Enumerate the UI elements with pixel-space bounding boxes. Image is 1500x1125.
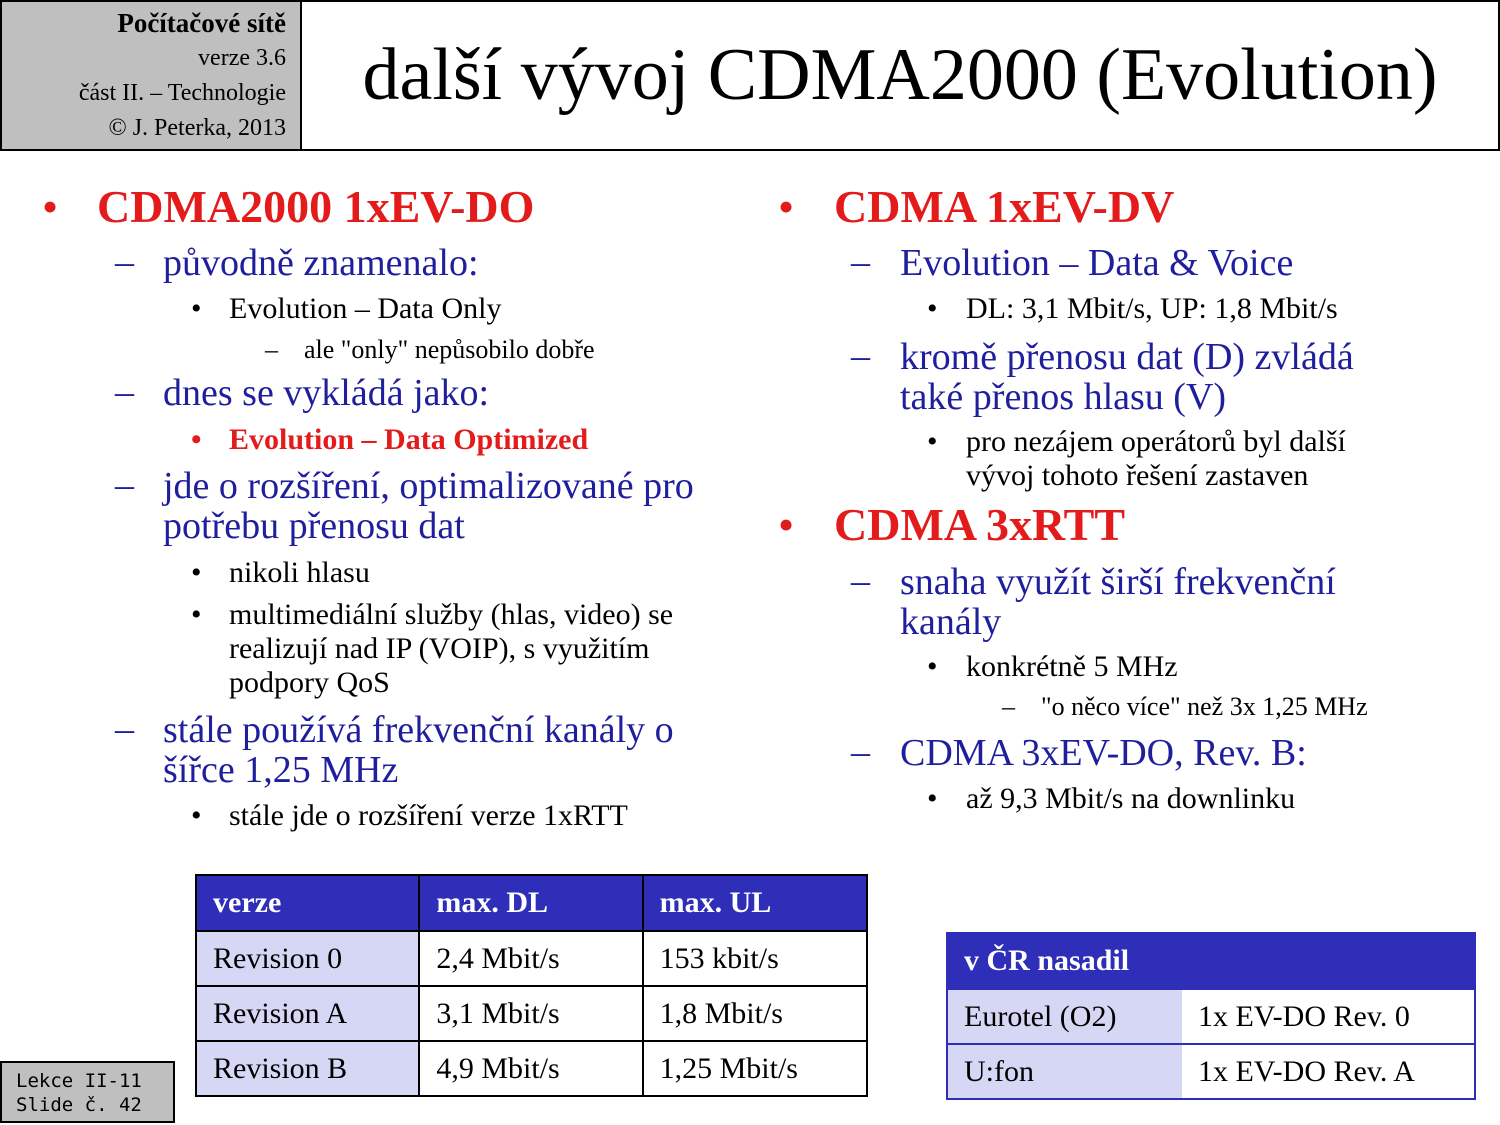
table-row <box>947 989 1475 1044</box>
left-item-2a: Evolution – Data Optimized <box>229 423 589 456</box>
dash-marker: – <box>265 335 278 364</box>
left-item-3b-line3: podpory QoS <box>229 666 390 699</box>
table-cell: Eurotel (O2) <box>947 989 1182 1044</box>
left-item-3b-line1: multimediální služby (hlas, video) se <box>229 598 674 631</box>
right-item-3-line1: snaha využít širší frekvenční <box>900 561 1336 603</box>
table-cell: 2,4 Mbit/s <box>419 931 642 986</box>
table-row <box>196 986 867 1041</box>
left-item-2: dnes se vykládá jako: <box>163 372 490 414</box>
course-info-box <box>2 2 302 149</box>
right-item-2-line1: kromě přenosu dat (D) zvládá <box>900 336 1354 378</box>
lecture-label: Lekce II-11 <box>16 1070 142 1092</box>
table-header-cell: max. UL <box>643 875 867 931</box>
right-item-3a: konkrétně 5 MHz <box>966 650 1178 683</box>
right-item-4a: až 9,3 Mbit/s na downlinku <box>966 782 1296 815</box>
left-item-3b-line2: realizují nad IP (VOIP), s využitím <box>229 632 650 665</box>
table-cell: 1x EV-DO Rev. 0 <box>1182 989 1475 1044</box>
revision-table <box>195 874 868 1097</box>
table-cell: 1,8 Mbit/s <box>643 986 867 1041</box>
dash-marker: – <box>851 335 870 377</box>
part-label: část II. – Technologie <box>78 80 286 106</box>
dot-marker: • <box>927 650 938 683</box>
right-item-4: CDMA 3xEV-DO, Rev. B: <box>900 732 1307 774</box>
right-heading-2: CDMA 3xRTT <box>834 499 1126 550</box>
table-cell: 153 kbit/s <box>643 931 867 986</box>
left-item-4-line2: šířce 1,25 MHz <box>163 749 399 791</box>
table-header-cell: max. DL <box>419 875 642 931</box>
deployment-table <box>946 932 1476 1100</box>
table-cell: Revision A <box>196 986 419 1041</box>
left-item-4a: stále jde o rozšíření verze 1xRTT <box>229 799 628 832</box>
right-item-2a-line1: pro nezájem operátorů byl další <box>966 425 1346 458</box>
bullet-marker: • <box>42 181 59 232</box>
dot-marker: • <box>191 292 202 325</box>
slide-header <box>0 0 1500 151</box>
table-header-row <box>947 933 1475 989</box>
left-item-3a: nikoli hlasu <box>229 556 370 589</box>
bullet-marker: • <box>778 181 795 232</box>
table-cell: Revision B <box>196 1041 419 1096</box>
left-heading: CDMA2000 1xEV-DO <box>97 181 535 232</box>
table-cell: 4,9 Mbit/s <box>419 1041 642 1096</box>
table-cell: Revision 0 <box>196 931 419 986</box>
right-item-2a-line2: vývoj tohoto řešení zastaven <box>966 459 1309 492</box>
table-header-cell: v ČR nasadil <box>947 933 1475 989</box>
dash-marker: – <box>851 241 870 283</box>
table-row <box>196 1041 867 1096</box>
table-cell: 3,1 Mbit/s <box>419 986 642 1041</box>
dash-marker: – <box>851 560 870 602</box>
dot-marker: • <box>191 799 202 832</box>
dash-marker: – <box>115 241 134 283</box>
table-header-row <box>196 875 867 931</box>
right-item-2-line2: také přenos hlasu (V) <box>900 376 1227 418</box>
dot-marker: • <box>191 598 202 631</box>
dash-marker: – <box>1002 692 1015 721</box>
table-cell: U:fon <box>947 1044 1182 1099</box>
table-row <box>196 931 867 986</box>
slide-title: další vývoj CDMA2000 (Evolution) <box>362 34 1438 116</box>
right-item-1: Evolution – Data & Voice <box>900 242 1294 284</box>
right-item-1a: DL: 3,1 Mbit/s, UP: 1,8 Mbit/s <box>966 292 1338 325</box>
dot-marker: • <box>191 556 202 589</box>
left-item-1: původně znamenalo: <box>163 242 479 284</box>
left-item-3-line1: jde o rozšíření, optimalizované pro <box>163 465 694 507</box>
slide-number-box <box>0 1061 175 1123</box>
right-heading-1: CDMA 1xEV-DV <box>834 181 1175 232</box>
left-item-1a1: ale "only" nepůsobilo dobře <box>304 335 595 364</box>
table-cell: 1x EV-DO Rev. A <box>1182 1044 1475 1099</box>
table-row <box>947 1044 1475 1099</box>
dash-marker: – <box>115 708 134 750</box>
slide-label: Slide č. 42 <box>16 1094 142 1116</box>
table-header-cell: verze <box>196 875 419 931</box>
table-cell: 1,25 Mbit/s <box>643 1041 867 1096</box>
dot-marker: • <box>927 292 938 325</box>
copyright-label: © J. Peterka, 2013 <box>108 115 286 141</box>
right-item-3a1: "o něco více" než 3x 1,25 MHz <box>1041 692 1368 721</box>
dot-marker: • <box>927 782 938 815</box>
left-item-3-line2: potřebu přenosu dat <box>163 505 465 547</box>
version-label: verze 3.6 <box>198 45 286 71</box>
left-item-4-line1: stále používá frekvenční kanály o <box>163 709 674 751</box>
bullet-marker: • <box>778 499 795 550</box>
dot-marker: • <box>927 425 938 458</box>
dot-marker: • <box>191 423 202 456</box>
course-name: Počítačové sítě <box>117 8 286 38</box>
dash-marker: – <box>851 731 870 773</box>
dash-marker: – <box>115 371 134 413</box>
right-item-3-line2: kanály <box>900 601 1002 643</box>
left-item-1a: Evolution – Data Only <box>229 292 502 325</box>
dash-marker: – <box>115 464 134 506</box>
